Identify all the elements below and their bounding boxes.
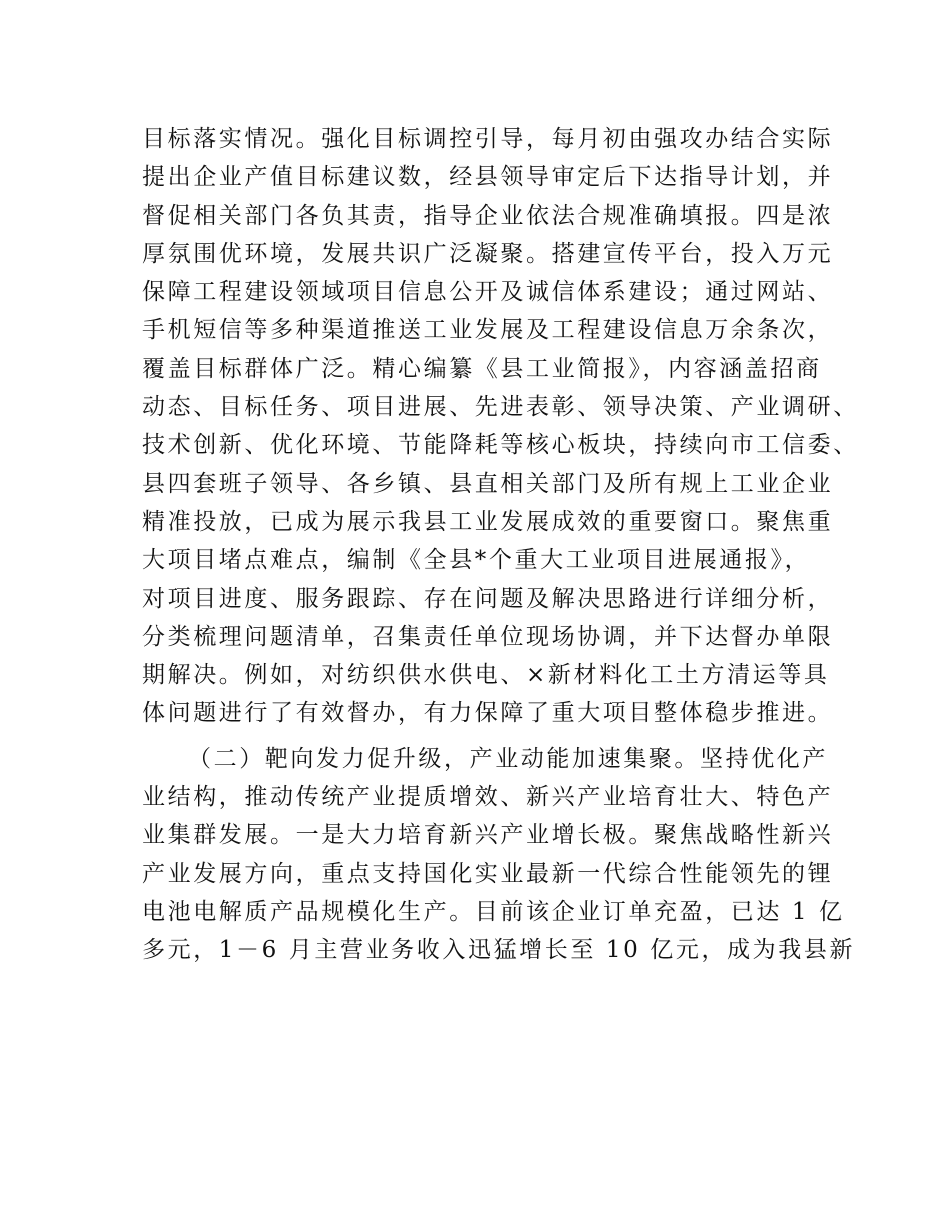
text-line: 业结构，推动传统产业提质增效、新兴产业培育壮大、特色产	[142, 784, 834, 811]
text-line: 提出企业产值目标建议数，经县领导审定后下达指导计划，并	[142, 164, 834, 191]
text-line: 目标落实情况。强化目标调控引导，每月初由强攻办结合实际	[142, 126, 834, 152]
document-body	[142, 120, 859, 970]
text-line: 技术创新、优化环境、节能降耗等核心板块，持续向市工信委、	[142, 432, 859, 459]
text-line: 手机短信等多种渠道推送工业发展及工程建设信息万余条次，	[142, 317, 834, 344]
text-line: 县四套班子领导、各乡镇、县直相关部门及所有规上工业企业	[142, 470, 834, 497]
text-line: 大项目堵点难点，编制《全县*个重大工业项目进展通报》，	[142, 547, 811, 574]
text-line: 厚氛围优环境，发展共识广泛凝聚。搭建宣传平台，投入万元	[142, 240, 834, 267]
paragraph-gap	[142, 733, 842, 740]
text-line: 电池电解质产品规模化生产。目前该企业订单充盈，已达 1 亿	[142, 898, 845, 925]
text-line: 覆盖目标群体广泛。精心编纂《县工业简报》，内容涵盖招商	[142, 355, 822, 382]
text-line: 业集群发展。一是大力培育新兴产业增长极。聚焦战略性新兴	[142, 822, 834, 849]
text-line: 保障工程建设领域项目信息公开及诚信体系建设；通过网站、	[142, 279, 834, 306]
text-line: 产业发展方向，重点支持国化实业最新一代综合性能领先的锂	[142, 860, 834, 887]
text-line: 精准投放，已成为展示我县工业发展成效的重要窗口。聚焦重	[142, 508, 834, 535]
text-line: 体问题进行了有效督办，有力保障了重大项目整体稳步推进。	[142, 700, 834, 727]
text-line: （二）靶向发力促升级，产业动能加速集聚。坚持优化产	[188, 745, 828, 772]
text-line: 期解决。例如，对纺织供水供电、×新材料化工土方清运等具	[142, 662, 830, 689]
paragraph-2	[142, 740, 856, 970]
text-line: 动态、目标任务、项目进展、先进表彰、领导决策、产业调研、	[142, 394, 859, 421]
text-line: 分类梳理问题清单，召集责任单位现场协调，并下达督办单限	[142, 623, 834, 650]
paragraph-1	[142, 120, 859, 733]
text-line: 多元，1－6 月主营业务收入迅猛增长至 10 亿元，成为我县新	[142, 937, 856, 964]
text-line: 督促相关部门各负其责，指导企业依法合规准确填报。四是浓	[142, 202, 834, 229]
text-line: 对项目进度、服务跟踪、存在问题及解决思路进行详细分析，	[142, 585, 834, 612]
